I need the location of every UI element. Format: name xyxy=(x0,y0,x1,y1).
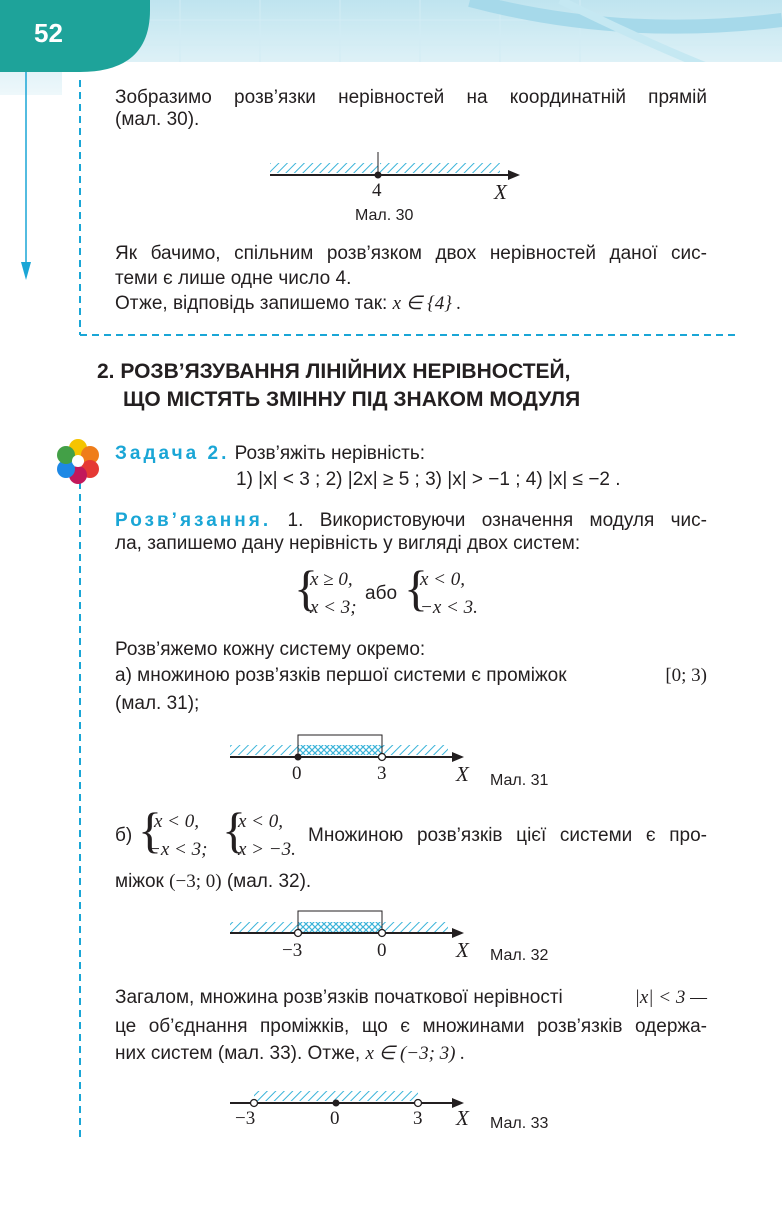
tick-label: −3 xyxy=(235,1108,256,1129)
paragraph-line: (мал. 31); xyxy=(115,693,200,714)
paragraph-line: Множиною розв’язків цієї системи є про- xyxy=(308,825,707,846)
tick-label: 0 xyxy=(377,940,387,961)
tick-label: 0 xyxy=(292,763,302,784)
paragraph-line: (мал. 30). xyxy=(115,109,200,130)
paragraph-line: Зобразимо розв’язки нерівностей на координатній прямій xyxy=(115,87,707,108)
paragraph-line: (мал. 32). xyxy=(226,871,312,892)
solution-label: Розв’язання. xyxy=(115,510,272,531)
task-text: Розв’яжіть нерівність: xyxy=(234,443,425,464)
axis-label: X xyxy=(456,1106,469,1130)
math-expression: |x| < 3 — xyxy=(634,987,707,1008)
paragraph-line: ла, запишемо дану нерівність у вигляді двох систем: xyxy=(115,533,581,554)
task-items: 1) |x| < 3 ; 2) |2x| ≥ 5 ; 3) |x| > −1 ; 4) |x| ≤ −2 . xyxy=(236,469,621,490)
system-row: x > −3. xyxy=(238,839,296,860)
axis-label: X xyxy=(494,180,507,204)
figure-caption: Мал. 31 xyxy=(490,772,549,789)
tick-label: 4 xyxy=(372,180,382,201)
axis-label: X xyxy=(456,938,469,962)
figure-caption: Мал. 33 xyxy=(490,1115,549,1132)
paragraph-line: Загалом, множина розв’язків початкової нерівності xyxy=(115,987,563,1008)
figure-caption: Мал. 30 xyxy=(355,207,414,224)
tick-label: −3 xyxy=(282,940,303,961)
math-expression: x ∈ (−3; 3) . xyxy=(365,1043,466,1064)
system-row: −x < 3; xyxy=(148,839,208,860)
section-title: ЩО МІСТЯТЬ ЗМІННУ ПІД ЗНАКОМ МОДУЛЯ xyxy=(123,388,581,411)
tick-label: 3 xyxy=(377,763,387,784)
tick-label: 0 xyxy=(330,1108,340,1129)
paragraph-line: міжок xyxy=(115,871,164,892)
tick-label: 3 xyxy=(413,1108,423,1129)
system-brace: { xyxy=(404,560,428,616)
math-expression: x ∈ {4} . xyxy=(392,293,462,314)
paragraph-line: Отже, відповідь запишемо так: xyxy=(115,293,388,314)
paragraph-line: них систем (мал. 33). Отже, xyxy=(115,1043,361,1064)
math-interval: [0; 3) xyxy=(665,665,707,686)
system-brace: { xyxy=(222,802,246,858)
system-row: x < 0, xyxy=(154,811,200,832)
conjunction: або xyxy=(365,583,398,604)
system-row: −x < 3. xyxy=(420,597,478,618)
axis-label: X xyxy=(456,762,469,786)
system-row: x ≥ 0, xyxy=(310,569,353,590)
system-row: x < 3; xyxy=(310,597,357,618)
system-row: x < 0, xyxy=(420,569,466,590)
task-label: Задача 2. xyxy=(115,443,230,464)
system-row: x < 0, xyxy=(238,811,284,832)
paragraph-line: Розв’яжемо кожну систему окремо: xyxy=(115,639,426,660)
page-number: 52 xyxy=(34,18,63,48)
paragraph-line: Як бачимо, спільним розв’язком двох нерівностей даної сис- xyxy=(115,243,707,264)
section-title: 2. РОЗВ’ЯЗУВАННЯ ЛІНІЙНИХ НЕРІВНОСТЕЙ, xyxy=(97,360,571,383)
paragraph-line: це об’єднання проміжків, що є множинами розв’язків одержа- xyxy=(115,1016,707,1037)
paragraph-line: 1. Використовуючи означення модуля чис- xyxy=(287,510,708,531)
system-brace: { xyxy=(294,560,318,616)
math-interval: (−3; 0) xyxy=(169,871,222,892)
system-brace: { xyxy=(138,802,162,858)
paragraph-line: теми є лише одне число 4. xyxy=(115,268,352,289)
figure-caption: Мал. 32 xyxy=(490,947,549,964)
item-label: б) xyxy=(115,825,133,846)
paragraph-line: а) множиною розв’язків першої системи є проміжок xyxy=(115,665,567,686)
